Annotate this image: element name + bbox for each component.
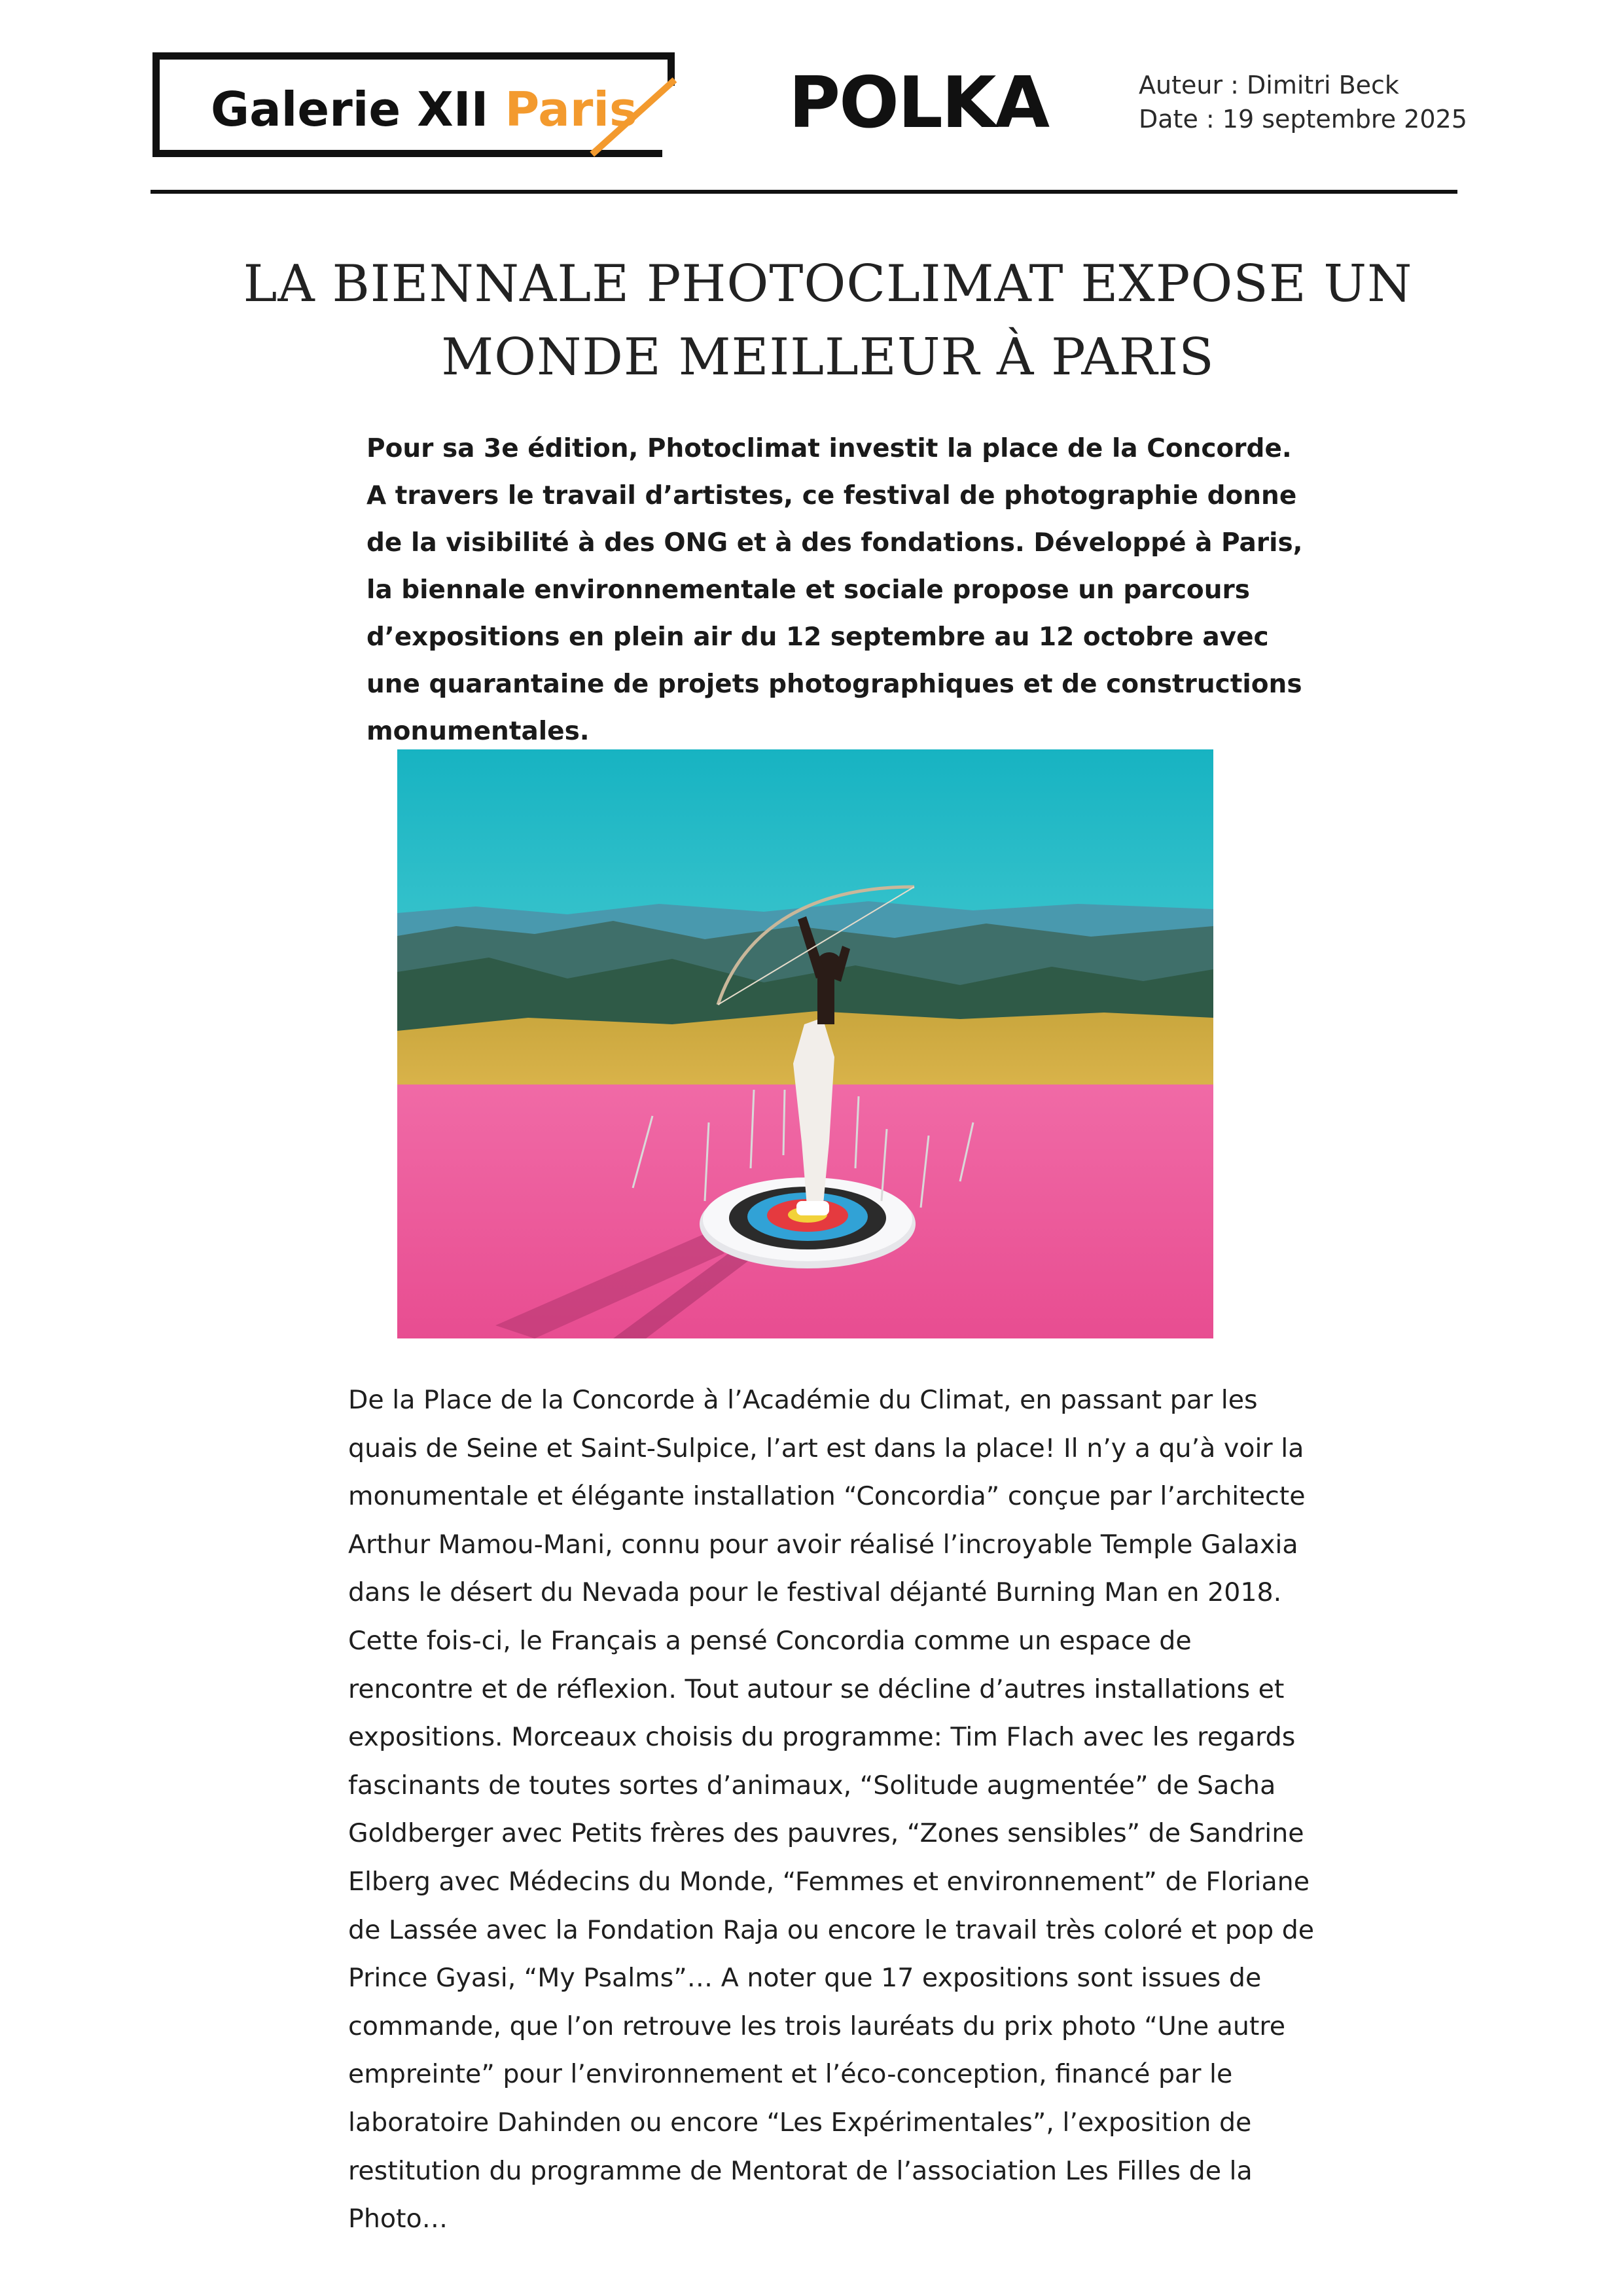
publication-logo: POLKA [789,62,1049,144]
article-body: De la Place de la Concorde à l’Académie du Climat, en passant par les quais de Seine et Saint-Sulpice, l’art est dans la place! Il n’y a qu’à voir la monumentale et élégante installation “Concordia” conçue par l’architecte Arthur Mamou-Mani, connu pour avoir réalisé l’incroyable Temple Galaxia dans le désert du Nevada pour le festival déjanté Burning Man en 2018. Cette fois-ci, le Français a pensé Concordia comme un espace de rencontre et de réflexion. Tout autour se décline d’autres installations et expositions. Morceaux choisis du programme: Tim Flach avec les regards fascinants de toutes sortes d’animaux, “Solitude augmentée” de Sacha Goldberger avec Petits frères des pauvres, “Zones sensibles” de Sandrine Elberg avec Médecins du Monde, “Femmes et environnement” de Floriane de Lassée avec la Fondation Raja ou encore le travail très coloré et pop de Prince Gyasi, “My Psalms”… A noter que 17 expositions sont issues de commande, que l’on retrouve les trois lauréats du prix photo “Une autre empreinte” pour l’environnement et l’éco-conception, financé par le laboratoire Dahinden ou encore “Les Expérimentales”, l’exposition de restitution du programme de Mentorat de l’association Les Filles de la Photo… [348,1385,1315,2234]
logo-corner-cut [662,86,678,158]
logo-text-main: Galerie XII [211,82,505,137]
author-line: Auteur : Dimitri Beck [1139,71,1399,99]
logo-text-accent: Paris [505,82,637,137]
article-lead: Pour sa 3e édition, Photoclimat investit la place de la Concorde. A travers le travail d’artistes, ce festival de photographie donne de la visibilité à des ONG et à des fondations. Développé à Paris, la biennale environnementale et sociale propose un parcours d’expositions en plein air du 12 septembre au 12 octobre avec une quarantaine de projets photographiques et de constructions monumentales. [366,434,1303,746]
galerie-logo [152,52,675,157]
article-meta [1139,68,1467,136]
galerie-logo-text [211,82,637,137]
article-title: LA BIENNALE PHOTOCLIMAT EXPOSE UN MONDE MEILLEUR À PARIS [243,255,1413,387]
date-line: Date : 19 septembre 2025 [1139,105,1467,134]
article-photo [397,749,1213,1338]
header-divider [151,190,1457,194]
